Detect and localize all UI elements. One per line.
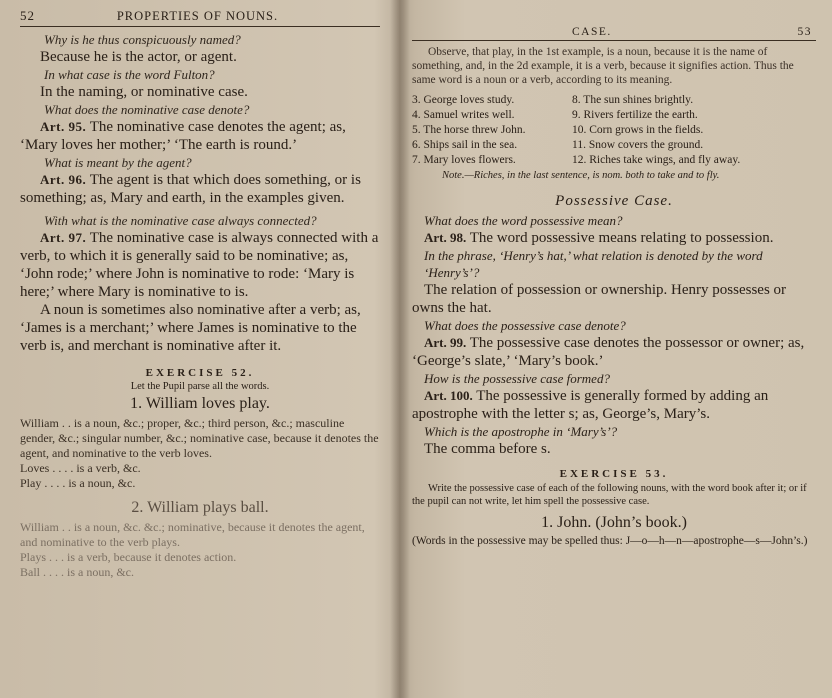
example-item: 5. The horse threw John. (412, 124, 526, 136)
question-line: Why is he thus conspicuously named? (44, 32, 241, 47)
question-line: How is the possessive case formed? (424, 371, 610, 386)
observe-note: Observe, that play, in the 1st example, is a noun, because it is the name of something, and, in the 2d example, it is a verb, because it signifies action. Thus the same word is a noun or a verb, according to its meaning. (412, 46, 794, 86)
paragraph: A noun is sometimes also nominative after a verb; as, ‘James is a merchant;’ where James is nominative to the verb is, and merchant is nominative after it. (20, 302, 361, 354)
question-line: With what is the nominative case always connected? (44, 213, 317, 228)
example-item: 4. Samuel writes well. (412, 109, 515, 121)
article-95 (20, 118, 380, 154)
running-head-title: CASE. (572, 26, 612, 38)
exercise-instruction: Write the possessive case of each of the following nouns, with the word book after it; or if the pupil can not write, let him spell the possessive case. (412, 483, 807, 507)
article-text: The agent is that which does something, or is something; as, Mary and earth, in the examples given. (20, 172, 361, 206)
exercise-item: 1. John. (John’s book.) (541, 514, 687, 531)
exercise-item: 2. William plays ball. (131, 499, 269, 516)
example-item: 10. Corn grows in the fields. (572, 124, 704, 136)
answer-line: In the naming, or nominative case. (40, 84, 248, 100)
article-text: The possessive is generally formed by adding an apostrophe with the letter s; as, George’s, Mary’s. (412, 388, 769, 422)
section-heading: Possessive Case. (555, 193, 673, 209)
spelling-note: (Words in the possessive may be spelled thus: J—o—h—n—apostrophe—s—John’s.) (412, 535, 808, 547)
parse-line: Plays . . . is a verb, because it denotes action. (20, 550, 237, 564)
example-item: 8. The sun shines brightly. (572, 94, 694, 106)
article-label: Art. 97. (40, 230, 87, 245)
example-item: 6. Ships sail in the sea. (412, 139, 518, 151)
left-running-head (20, 8, 380, 24)
example-item: 9. Rivers fertilize the earth. (572, 109, 698, 121)
question-line: In the phrase, ‘Henry’s hat,’ what relation is denoted by the word ‘Henry’s’? (424, 248, 763, 280)
question-line: What does the nominative case denote? (44, 102, 250, 117)
example-item: 11. Snow covers the ground. (572, 139, 704, 151)
head-rule (412, 40, 816, 41)
example-item: 3. George loves study. (412, 94, 515, 106)
article-text: The possessive case denotes the possessor or owner; as, ‘George’s slate,’ ‘Mary’s book.’ (412, 335, 805, 369)
answer-line: Because he is the actor, or agent. (40, 49, 237, 65)
question-line: What does the possessive case denote? (424, 318, 626, 333)
parse-line: Ball . . . . is a noun, &c. (20, 565, 134, 579)
parse-line: William . . is a noun, &c. &c.; nominative, because it denotes the agent, and nominative to the verb plays. (20, 520, 365, 549)
example-item: 12. Riches take wings, and fly away. (572, 154, 741, 166)
article-label: Art. 98. (424, 230, 467, 245)
answer-line: The comma before s. (424, 441, 551, 457)
parse-line: William . . is a noun, &c.; proper, &c.; third person, &c.; masculine gender, &c.; singular number, &c.; nominative case, because it denotes the agent, and nominative to the verb loves. (20, 416, 379, 460)
article-99 (412, 334, 816, 370)
article-label: Art. 95. (40, 119, 87, 134)
article-label: Art. 96. (40, 172, 87, 187)
page-number: 52 (20, 8, 35, 23)
question-line: In what case is the word Fulton? (44, 67, 215, 82)
right-page (400, 0, 832, 698)
example-item: 7. Mary loves flowers. (412, 154, 516, 166)
article-97 (20, 229, 380, 301)
article-text: The word possessive means relating to possession. (469, 230, 774, 246)
answer-line: The relation of possession or ownership. Henry possesses or owns the hat. (412, 282, 787, 316)
parse-line: Loves . . . . is a verb, &c. (20, 461, 141, 475)
article-text: The nominative case denotes the agent; as, ‘Mary loves her mother;’ ‘The earth is round.’ (20, 119, 346, 153)
exercise-instruction: Let the Pupil parse all the words. (130, 381, 270, 392)
head-rule (20, 26, 380, 27)
question-line: Which is the apostrophe in ‘Mary’s’? (424, 424, 618, 439)
article-label: Art. 100. (424, 388, 473, 403)
page-number: 53 (797, 26, 812, 38)
question-line: What does the word possessive mean? (424, 213, 623, 228)
article-96 (20, 171, 380, 207)
running-head-title: PROPERTIES OF NOUNS. (116, 9, 279, 23)
article-label: Art. 99. (424, 335, 467, 350)
examples-column-right (572, 93, 816, 168)
exercise-heading: EXERCISE 53. (559, 468, 669, 480)
exercise-heading: EXERCISE 52. (145, 367, 255, 379)
left-page (0, 0, 398, 698)
article-100 (412, 387, 816, 423)
examples-column-left (412, 93, 572, 168)
article-98 (412, 229, 816, 247)
exercise-item: 1. William loves play. (130, 395, 270, 412)
right-running-head (412, 26, 816, 38)
note-line: Note.—Riches, in the last sentence, is nom. both to take and to fly. (442, 170, 720, 181)
article-text: The nominative case is always connected with a verb, to which it is generally said to be nominative; as, ‘John rode;’ where John is nominative to rode: ‘Mary is here;’ where Mary is nominative to is. (20, 230, 379, 300)
question-line: What is meant by the agent? (44, 155, 192, 170)
examples-list (412, 93, 816, 168)
parse-line: Play . . . . is a noun, &c. (20, 476, 136, 490)
